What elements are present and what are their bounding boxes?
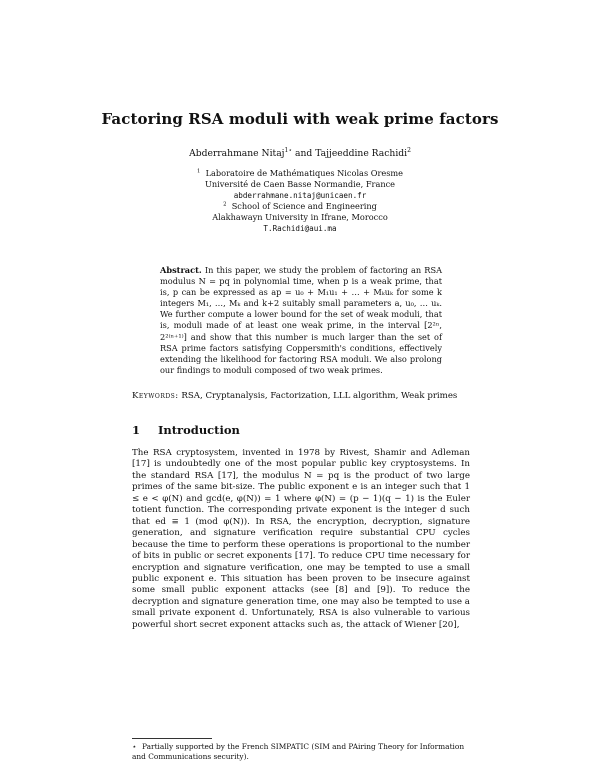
author-conjunction: and xyxy=(292,148,316,159)
abstract-label: Abstract. xyxy=(160,265,202,275)
affiliation-text: Laboratoire de Mathématiques Nicolas Oresme xyxy=(205,168,404,178)
keywords-label: Keywords: xyxy=(132,391,179,401)
section-heading xyxy=(132,423,240,437)
affiliations xyxy=(0,168,600,234)
affiliation-mark: 1 xyxy=(196,168,201,175)
author-name: Abderrahmane Nitaj xyxy=(189,148,285,159)
affiliation-text: Université de Caen Basse Normandie, France xyxy=(204,179,396,189)
affiliation-text: School of Science and Engineering xyxy=(231,201,377,211)
affiliation-email: abderrahmane.nitaj@unicaen.fr xyxy=(233,191,367,200)
footnote-rule xyxy=(132,738,212,739)
author-sup: 2 xyxy=(407,146,411,154)
affiliation-mark: 2 xyxy=(223,201,227,208)
footnote-star: ⋆ xyxy=(288,146,293,154)
footnote xyxy=(132,742,472,762)
footnote-mark: ⋆ xyxy=(132,742,137,751)
affiliation-line xyxy=(0,201,600,212)
body-paragraph: The RSA cryptosystem, invented in 1978 by Rivest, Shamir and Adleman [17] is undoubtedly one of the most popular public key cryptosystems. In the standard RSA [17], the modulus N = pq is the product of two large primes of the same bit-size. The public exponent e is an integer such that 1 ≤ e < φ(N) and gcd(e, φ(N)) = 1 where φ(N) = (p − 1)(q − 1) is the Euler totient function. The corresponding private exponent is the integer d such that ed ≡ 1 (mod φ(N)). In RSA, the encryption, decryption, signature generation, and signature verification require substantial CPU cycles because the time to perform these operations is proportional to the number of bits in public or secret exponents [17]. To reduce CPU time necessary for encryption and signature verification, one may be tempted to use a small public exponent e. This situation has been proven to be insecure against some small public exponent attacks (see [8] and [9]). To reduce the decryption and signature generation time, one may also be tempted to use a small private exponent d. Unfortunately, RSA is also vulnerable to various powerful short secret exponent attacks such as, the attack of Wiener [20], xyxy=(132,448,470,630)
abstract-text: In this paper, we study the problem of factoring an RSA modulus N = pq in polynomial time, when p is a weak prime, that is, p can be expressed as ap = u₀ + M₁u₁ + … + Mₖuₖ for some k integers M₁, …, Mₖ and k+2 suitably small parameters a, u₀, … uₖ. We further compute a lower bound for the set of weak moduli, that is, moduli made of at least one weak prime, in the interval [2²ⁿ, 2²⁽ⁿ⁺¹⁾] and show that this number is much larger than the set of RSA prime factors satisfying Coppersmith's conditions, effectively extending the likelihood for factoring RSA moduli. We also prolong our findings to moduli composed of two weak primes. xyxy=(160,265,442,375)
paper-title: Factoring RSA moduli with weak prime factors xyxy=(101,110,499,128)
section-number: 1 xyxy=(132,423,141,437)
footnote-text: Partially supported by the French SIMPATIC (SIM and PAiring Theory for Information and Communications security). xyxy=(132,742,465,761)
author-name: Tajjeeddine Rachidi xyxy=(315,148,408,159)
affiliation-line xyxy=(0,168,600,179)
keywords xyxy=(132,391,472,401)
abstract xyxy=(160,265,442,376)
keywords-text: RSA, Cryptanalysis, Factorization, LLL algorithm, Weak primes xyxy=(181,391,458,401)
section-title: Introduction xyxy=(158,423,240,437)
affiliation-email: T.Rachidi@aui.ma xyxy=(263,224,337,233)
affiliation-text: Alakhawayn University in Ifrane, Morocco xyxy=(212,212,388,222)
author-sup: 1 xyxy=(284,146,289,154)
author-line xyxy=(0,148,600,159)
